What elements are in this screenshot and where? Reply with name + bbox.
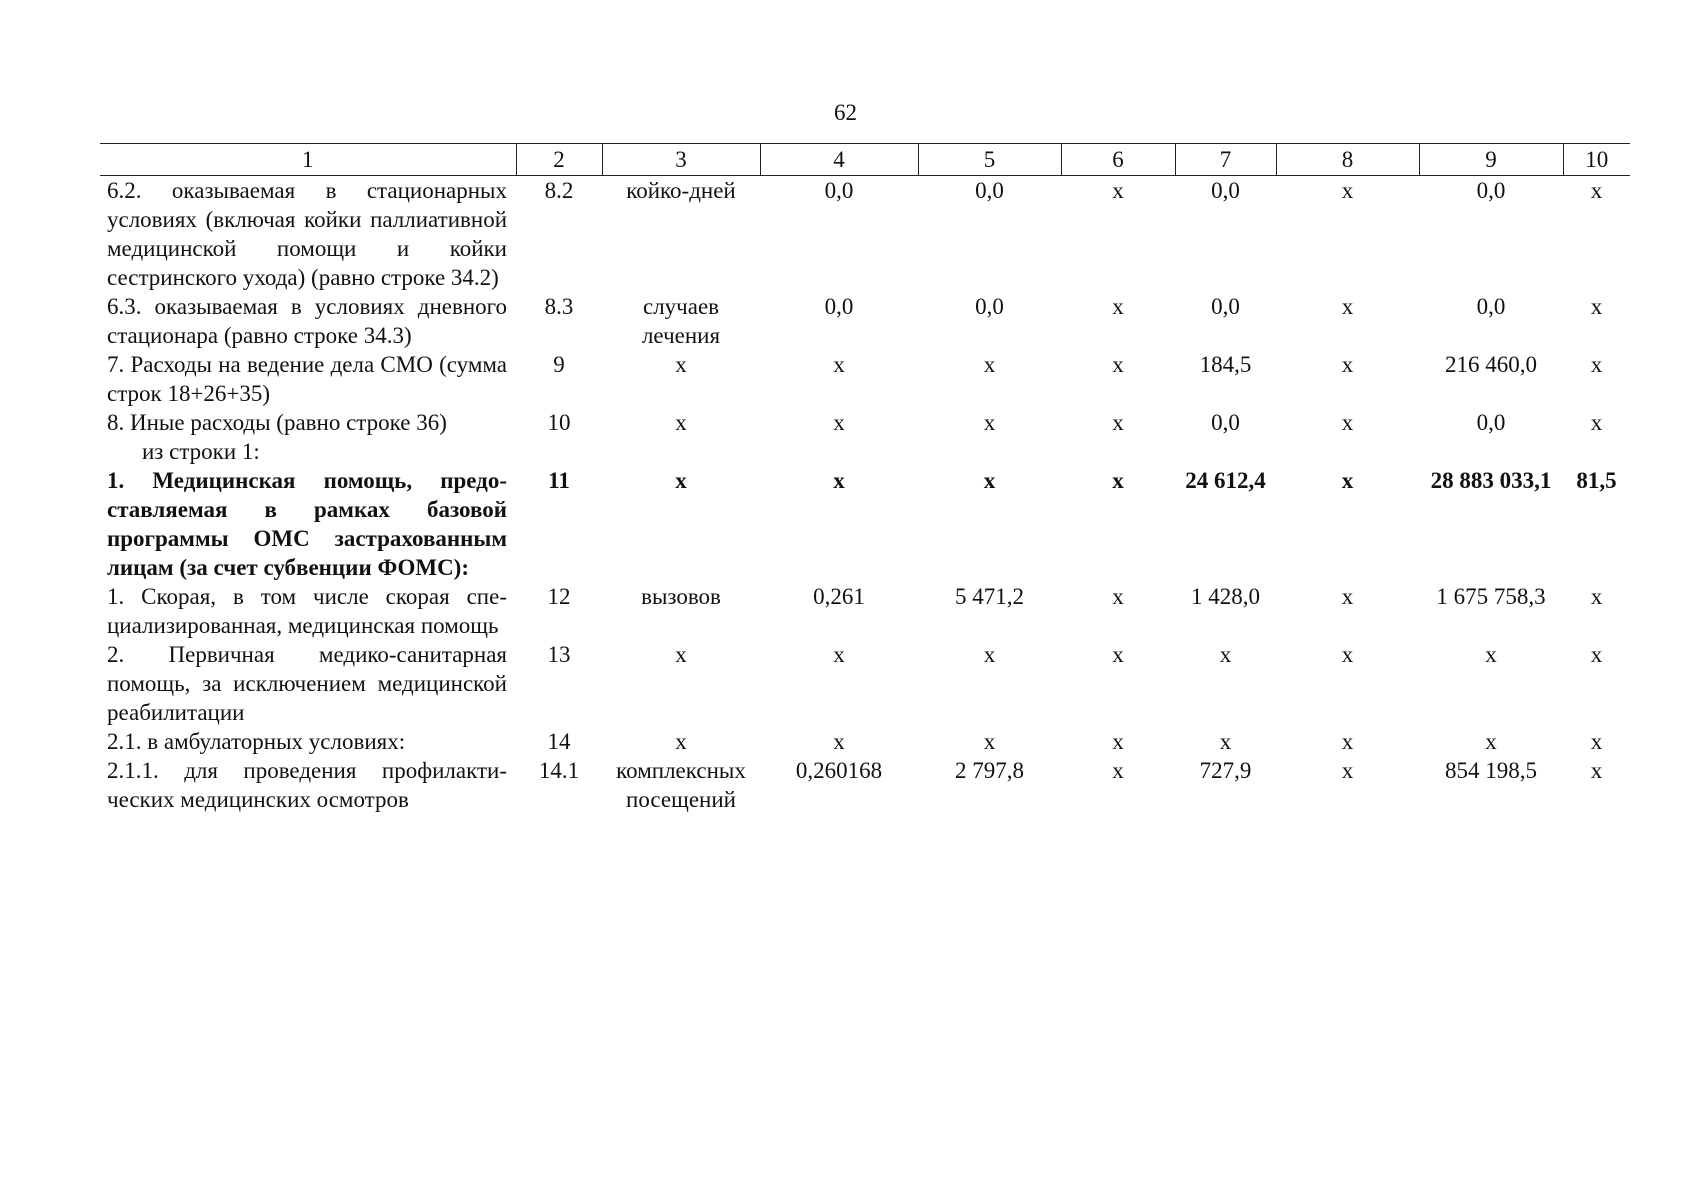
row-col4: 0,0	[824, 294, 854, 319]
row-col7	[1175, 437, 1276, 466]
row-col4: 0,0	[824, 178, 854, 203]
row-col10: х	[1590, 642, 1603, 667]
row-col9: 0,0	[1476, 294, 1506, 319]
table-row	[100, 640, 1630, 727]
row-col10: х	[1590, 758, 1603, 783]
table-row	[100, 350, 1630, 408]
row-name: 2. Первичная медико-санитарная помощь, за исключением медицинской реабилитации	[107, 642, 507, 725]
row-col7: 184,5	[1199, 352, 1252, 377]
row-unit: х	[675, 729, 687, 754]
row-col6: х	[1112, 294, 1124, 319]
row-name: 6.3. оказываемая в условиях дневного стационара (равно строке 34.3)	[107, 294, 507, 348]
column-header-8: 8	[1276, 144, 1419, 176]
table-row	[100, 408, 1630, 437]
row-col5: 5 471,2	[955, 584, 1024, 609]
row-col7: 24 612,4	[1185, 468, 1266, 493]
column-header-2: 2	[516, 144, 602, 176]
row-col9	[1419, 437, 1563, 466]
row-col9: 0,0	[1476, 410, 1506, 435]
table-row	[100, 727, 1630, 756]
row-col8: х	[1341, 178, 1354, 203]
row-col7: 1 428,0	[1191, 584, 1260, 609]
row-col5	[918, 437, 1061, 466]
row-name: 1. Скорая, в том числе скорая специализированная, медицинская помощь	[107, 584, 507, 638]
row-col6: х	[1112, 642, 1124, 667]
row-code	[516, 437, 602, 466]
row-col9: 216 460,0	[1445, 352, 1537, 377]
row-col9: 854 198,5	[1445, 758, 1537, 783]
column-header-5: 5	[918, 144, 1061, 176]
row-col10: х	[1590, 729, 1603, 754]
row-col6: х	[1112, 758, 1124, 783]
row-col10: х	[1590, 294, 1603, 319]
data-table	[100, 143, 1630, 814]
table-row-bold	[100, 466, 1630, 582]
row-name: 2.1. в амбулаторных условиях:	[107, 729, 406, 754]
row-code: 9	[553, 352, 565, 377]
row-unit: х	[675, 642, 687, 667]
row-col7: 0,0	[1211, 178, 1240, 203]
row-code: 8.3	[544, 294, 574, 319]
row-col8: х	[1341, 294, 1354, 319]
row-col5: х	[983, 729, 996, 754]
page-number-text: 62	[834, 100, 857, 125]
row-col6: х	[1112, 729, 1124, 754]
row-col5: 2 797,8	[955, 758, 1024, 783]
row-col10: х	[1590, 352, 1603, 377]
row-unit: х	[675, 410, 687, 435]
row-code: 10	[547, 410, 571, 435]
row-col4: х	[833, 642, 845, 667]
column-header-4: 4	[760, 144, 918, 176]
row-col9: 28 883 033,1	[1430, 468, 1552, 493]
row-col4: х	[833, 410, 845, 435]
row-col5: х	[983, 410, 996, 435]
row-name: 7. Расходы на ведение дела СМО (сумма строк 18+26+35)	[107, 352, 507, 406]
row-col5: х	[983, 642, 996, 667]
row-col7: 0,0	[1211, 294, 1240, 319]
table-header-row	[100, 144, 1630, 176]
row-col5: 0,0	[975, 178, 1004, 203]
column-header-1: 1	[100, 144, 516, 176]
row-col5: х	[983, 468, 996, 493]
row-col10: х	[1590, 178, 1603, 203]
row-name: 2.1.1. для проведения профилактических медицинских осмотров	[107, 758, 507, 812]
row-col6: х	[1112, 352, 1124, 377]
row-unit: койко-дней	[626, 178, 736, 203]
table-row	[100, 756, 1630, 814]
section-label: из строки 1:	[142, 439, 260, 464]
row-col4: 0,260168	[795, 758, 883, 783]
row-code: 11	[548, 468, 570, 493]
row-col6: х	[1112, 468, 1124, 493]
row-col9: 0,0	[1476, 178, 1506, 203]
column-header-9: 9	[1419, 144, 1563, 176]
row-unit	[602, 437, 760, 466]
row-col4	[760, 437, 918, 466]
row-code: 14	[547, 729, 571, 754]
column-header-7: 7	[1175, 144, 1276, 176]
row-col4: х	[833, 468, 845, 493]
row-col8: х	[1341, 352, 1354, 377]
row-code: 12	[547, 584, 571, 609]
page-number	[0, 100, 1697, 126]
table-row	[100, 176, 1630, 293]
row-unit: комплексных посещений	[616, 758, 746, 812]
row-col6	[1061, 437, 1175, 466]
row-col8: х	[1341, 468, 1354, 493]
row-name: 8. Иные расходы (равно строке 36)	[107, 410, 447, 435]
row-col4: х	[833, 352, 845, 377]
row-col8	[1276, 437, 1419, 466]
row-code: 8.2	[544, 178, 574, 203]
row-code: 14.1	[538, 758, 580, 783]
row-col9: х	[1485, 642, 1497, 667]
row-col6: х	[1112, 178, 1124, 203]
row-col5: 0,0	[975, 294, 1004, 319]
row-col4: х	[833, 729, 845, 754]
column-header-6: 6	[1061, 144, 1175, 176]
row-col8: х	[1341, 410, 1354, 435]
row-col6: х	[1112, 410, 1124, 435]
row-col7: 0,0	[1211, 410, 1240, 435]
row-unit: х	[675, 352, 687, 377]
row-col10: 81,5	[1576, 468, 1617, 493]
table-row	[100, 582, 1630, 640]
row-col7: х	[1219, 642, 1232, 667]
row-unit: х	[675, 468, 687, 493]
table-row	[100, 292, 1630, 350]
column-header-10: 10	[1563, 144, 1630, 176]
row-col5: х	[983, 352, 996, 377]
row-name: 1. Медицинская помощь, предоставляемая в рамках базовой программы ОМС застрахованным лицам (за счет субвенции ФОМС):	[107, 468, 507, 580]
row-unit: вызовов	[641, 584, 721, 609]
row-col9: х	[1485, 729, 1497, 754]
row-col8: х	[1341, 729, 1354, 754]
column-header-3: 3	[602, 144, 760, 176]
row-col7: х	[1219, 729, 1232, 754]
row-col4: 0,261	[813, 584, 865, 609]
row-col7: 727,9	[1199, 758, 1252, 783]
row-col10: х	[1590, 584, 1603, 609]
row-name: 6.2. оказываемая в стационарных условиях (включая койки паллиативной медицинской помощи и койки сестринского ухода) (равно строке 34.2)	[107, 178, 507, 290]
row-col9: 1 675 758,3	[1436, 584, 1546, 609]
row-unit: случаев лечения	[641, 294, 721, 348]
row-col8: х	[1341, 758, 1354, 783]
row-col10: х	[1590, 410, 1603, 435]
section-header-row	[100, 437, 1630, 466]
row-col10	[1563, 437, 1630, 466]
row-col6: х	[1112, 584, 1124, 609]
row-col8: х	[1341, 584, 1354, 609]
row-code: 13	[547, 642, 571, 667]
row-col8: х	[1341, 642, 1354, 667]
